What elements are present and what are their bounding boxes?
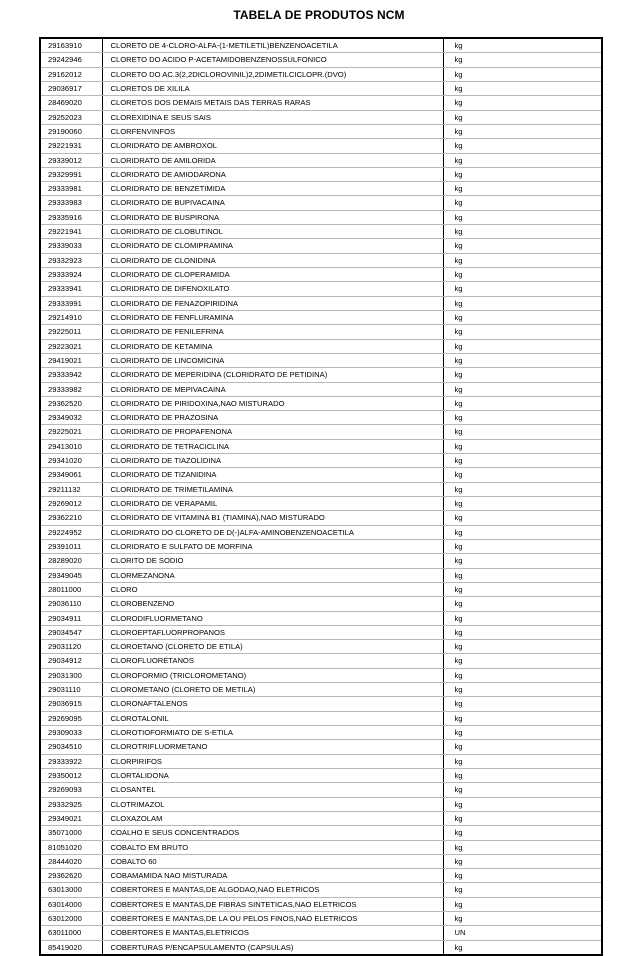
table-row <box>40 783 602 797</box>
unit-cell: kg <box>443 826 602 840</box>
product-description-cell: CLORIDRATO DE PROPAFENONA <box>102 425 443 439</box>
table-row <box>40 396 602 410</box>
table-row <box>40 754 602 768</box>
table-row <box>40 869 602 883</box>
ncm-code-cell: 29333982 <box>40 382 102 396</box>
ncm-code-cell: 29269093 <box>40 783 102 797</box>
product-description-cell: CLORIDRATO DE CLOPERAMIDA <box>102 268 443 282</box>
table-row <box>40 411 602 425</box>
product-description-cell: CLORO <box>102 582 443 596</box>
product-description-cell: CLORIDRATO DE VITAMINA B1 (TIAMINA),NAO MISTURADO <box>102 511 443 525</box>
ncm-code-cell: 29333942 <box>40 368 102 382</box>
table-row <box>40 153 602 167</box>
table-row <box>40 110 602 124</box>
table-row <box>40 253 602 267</box>
table-row <box>40 940 602 955</box>
table-row <box>40 582 602 596</box>
page-title: TABELA DE PRODUTOS NCM <box>233 8 405 22</box>
ncm-code-cell: 29190060 <box>40 124 102 138</box>
product-description-cell: CLOROTRIFLUORMETANO <box>102 740 443 754</box>
ncm-code-cell: 63013000 <box>40 883 102 897</box>
ncm-code-cell: 29329991 <box>40 167 102 181</box>
unit-cell: kg <box>443 153 602 167</box>
unit-cell: kg <box>443 640 602 654</box>
unit-cell: kg <box>443 768 602 782</box>
ncm-code-cell: 29333981 <box>40 182 102 196</box>
ncm-code-cell: 29223021 <box>40 339 102 353</box>
product-description-cell: COBERTORES E MANTAS,DE FIBRAS SINTETICAS,NAO ELETRICOS <box>102 897 443 911</box>
unit-cell: kg <box>443 482 602 496</box>
unit-cell: kg <box>443 296 602 310</box>
product-description-cell: CLORETO DE 4-CLORO-ALFA-(1-METILETIL)BENZENOACETILA <box>102 38 443 53</box>
unit-cell: kg <box>443 854 602 868</box>
unit-cell: kg <box>443 325 602 339</box>
ncm-code-cell: 29034912 <box>40 654 102 668</box>
unit-cell: kg <box>443 439 602 453</box>
product-description-cell: COBERTORES E MANTAS,ELETRICOS <box>102 926 443 940</box>
table-row <box>40 897 602 911</box>
product-description-cell: CLORIDRATO DE PIRIDOXINA,NAO MISTURADO <box>102 396 443 410</box>
table-row <box>40 210 602 224</box>
product-description-cell: COBERTURAS P/ENCAPSULAMENTO (CAPSULAS) <box>102 940 443 955</box>
table-row <box>40 840 602 854</box>
table-row <box>40 239 602 253</box>
ncm-code-cell: 29224952 <box>40 525 102 539</box>
unit-cell: kg <box>443 654 602 668</box>
product-description-cell: CLORIDRATO DE BUSPIRONA <box>102 210 443 224</box>
table-row <box>40 382 602 396</box>
ncm-code-cell: 29362210 <box>40 511 102 525</box>
unit-cell: kg <box>443 81 602 95</box>
product-description-cell: CLORETOS DE XILILA <box>102 81 443 95</box>
ncm-code-cell: 29242946 <box>40 53 102 67</box>
product-description-cell: CLOROTALONIL <box>102 711 443 725</box>
unit-cell: kg <box>443 497 602 511</box>
ncm-code-cell: 63014000 <box>40 897 102 911</box>
unit-cell: kg <box>443 711 602 725</box>
ncm-code-cell: 29211132 <box>40 482 102 496</box>
unit-cell: kg <box>443 196 602 210</box>
ncm-code-cell: 29419021 <box>40 353 102 367</box>
product-description-cell: CLORIDRATO DE PRAZOSINA <box>102 411 443 425</box>
unit-cell: kg <box>443 726 602 740</box>
table-row <box>40 726 602 740</box>
table-row <box>40 368 602 382</box>
product-description-cell: CLORIDRATO DE FENFLURAMINA <box>102 310 443 324</box>
product-description-cell: CLOREXIDINA E SEUS SAIS <box>102 110 443 124</box>
table-row <box>40 454 602 468</box>
unit-cell: kg <box>443 897 602 911</box>
product-description-cell: CLORIDRATO DE AMILORIDA <box>102 153 443 167</box>
unit-cell: kg <box>443 382 602 396</box>
unit-cell: kg <box>443 225 602 239</box>
ncm-code-cell: 29031110 <box>40 683 102 697</box>
ncm-code-cell: 29225021 <box>40 425 102 439</box>
table-row <box>40 339 602 353</box>
product-description-cell: CLORIDRATO DE CLONIDINA <box>102 253 443 267</box>
ncm-code-cell: 29163910 <box>40 38 102 53</box>
unit-cell: kg <box>443 754 602 768</box>
ncm-code-cell: 29036915 <box>40 697 102 711</box>
product-description-cell: CLOROMETANO (CLORETO DE METILA) <box>102 683 443 697</box>
table-row <box>40 81 602 95</box>
product-description-cell: CLORIDRATO DE LINCOMICINA <box>102 353 443 367</box>
ncm-code-cell: 29269095 <box>40 711 102 725</box>
product-description-cell: CLORETO DO AC.3(2,2DICLOROVINIL)2,2DIMETILCICLOPR.(DVO) <box>102 67 443 81</box>
table-row <box>40 683 602 697</box>
table-row <box>40 797 602 811</box>
unit-cell: kg <box>443 597 602 611</box>
unit-cell: kg <box>443 96 602 110</box>
ncm-code-cell: 29335916 <box>40 210 102 224</box>
product-description-cell: CLORONAFTALENOS <box>102 697 443 711</box>
ncm-code-cell: 85419020 <box>40 940 102 955</box>
unit-cell: kg <box>443 697 602 711</box>
product-description-cell: COBERTORES E MANTAS,DE LA OU PELOS FINOS,NAO ELETRICOS <box>102 912 443 926</box>
unit-cell: kg <box>443 797 602 811</box>
product-description-cell: CLORIDRATO DE MEPIVACAINA <box>102 382 443 396</box>
ncm-code-cell: 29269012 <box>40 497 102 511</box>
ncm-code-cell: 29034510 <box>40 740 102 754</box>
ncm-code-cell: 29362520 <box>40 396 102 410</box>
ncm-code-cell: 29339033 <box>40 239 102 253</box>
unit-cell: kg <box>443 268 602 282</box>
ncm-code-cell: 63012000 <box>40 912 102 926</box>
ncm-code-cell: 29341020 <box>40 454 102 468</box>
table-row <box>40 124 602 138</box>
unit-cell: kg <box>443 554 602 568</box>
table-row <box>40 854 602 868</box>
ncm-code-cell: 29333924 <box>40 268 102 282</box>
table-row <box>40 53 602 67</box>
unit-cell: kg <box>454 942 463 952</box>
unit-cell: kg <box>443 468 602 482</box>
unit-cell: UN <box>443 926 602 940</box>
product-description-cell: COBERTORES E MANTAS,DE ALGODAO,NAO ELETRICOS <box>102 883 443 897</box>
ncm-code-cell: 29031120 <box>40 640 102 654</box>
unit-cell: kg <box>443 411 602 425</box>
table-row <box>40 225 602 239</box>
product-description-cell: CLORFENVINFOS <box>102 124 443 138</box>
table-row <box>40 525 602 539</box>
product-description-cell: CLOROETANO (CLORETO DE ETILA) <box>102 640 443 654</box>
product-description-cell: CLORETOS DOS DEMAIS METAIS DAS TERRAS RARAS <box>102 96 443 110</box>
unit-cell: kg <box>443 783 602 797</box>
product-description-cell: CLORIDRATO E SULFATO DE MORFINA <box>102 539 443 553</box>
ncm-code-cell: 29221941 <box>40 225 102 239</box>
product-description-cell: COBALTO 60 <box>102 854 443 868</box>
table-row <box>40 611 602 625</box>
unit-cell: kg <box>443 568 602 582</box>
product-description-cell: CLOROTIOFORMIATO DE S-ETILA <box>102 726 443 740</box>
unit-cell: kg <box>443 310 602 324</box>
ncm-code-cell: 29362620 <box>40 869 102 883</box>
unit-cell: kg <box>443 210 602 224</box>
unit-cell: kg <box>443 110 602 124</box>
unit-cell: kg <box>443 182 602 196</box>
unit-cell: kg <box>443 454 602 468</box>
product-description-cell: CLORPIRIFOS <box>102 754 443 768</box>
ncm-code-cell: 29332923 <box>40 253 102 267</box>
table-row <box>40 711 602 725</box>
ncm-code-cell: 29349061 <box>40 468 102 482</box>
table-row <box>40 353 602 367</box>
product-description-cell: CLOSANTEL <box>102 783 443 797</box>
product-description-cell: CLOROBENZENO <box>102 597 443 611</box>
table-row <box>40 196 602 210</box>
unit-cell: kg <box>443 368 602 382</box>
table-row <box>40 468 602 482</box>
product-description-cell: CLORODIFLUORMETANO <box>102 611 443 625</box>
table-row <box>40 296 602 310</box>
table-row <box>40 539 602 553</box>
table-row <box>40 568 602 582</box>
table-row <box>40 310 602 324</box>
ncm-code-cell: 29349021 <box>40 811 102 825</box>
ncm-code-cell: 29333941 <box>40 282 102 296</box>
product-description-cell: CLORIDRATO DE BUPIVACAINA <box>102 196 443 210</box>
table-row <box>40 740 602 754</box>
product-description-cell: COBAMAMIDA NAO MISTURADA <box>102 869 443 883</box>
table-row <box>40 768 602 782</box>
product-description-cell: CLOTRIMAZOL <box>102 797 443 811</box>
ncm-code-cell: 29034911 <box>40 611 102 625</box>
table-row <box>40 697 602 711</box>
ncm-code-cell: 29034547 <box>40 625 102 639</box>
table-row <box>40 439 602 453</box>
table-row <box>40 668 602 682</box>
ncm-code-cell: 29339012 <box>40 153 102 167</box>
ncm-code-cell: 29214910 <box>40 310 102 324</box>
ncm-code-cell: 29309033 <box>40 726 102 740</box>
product-description-cell: CLORIDRATO DE TETRACICLINA <box>102 439 443 453</box>
product-description-cell: CLORIDRATO DE BENZETIMIDA <box>102 182 443 196</box>
unit-cell: kg <box>443 53 602 67</box>
product-description-cell: CLORIDRATO DE TIAZOLIDINA <box>102 454 443 468</box>
product-description-cell: CLORIDRATO DE AMBROXOL <box>102 139 443 153</box>
product-description-cell: CLORIDRATO DE FENAZOPIRIDINA <box>102 296 443 310</box>
table-row <box>40 425 602 439</box>
product-description-cell: CLORMEZANONA <box>102 568 443 582</box>
unit-cell: kg <box>443 625 602 639</box>
ncm-code-cell: 29332925 <box>40 797 102 811</box>
unit-cell: kg <box>443 883 602 897</box>
unit-cell: kg <box>443 668 602 682</box>
product-description-cell: COBALTO EM BRUTO <box>102 840 443 854</box>
product-description-cell: CLORTALIDONA <box>102 768 443 782</box>
unit-cell: kg <box>443 124 602 138</box>
unit-cell: kg <box>443 353 602 367</box>
unit-cell: kg <box>443 912 602 926</box>
product-description-cell: CLORIDRATO DE DIFENOXILATO <box>102 282 443 296</box>
ncm-code-cell: 35071000 <box>40 826 102 840</box>
ncm-code-cell: 29391011 <box>40 539 102 553</box>
unit-cell: kg <box>443 611 602 625</box>
product-description-cell: CLORIDRATO DE FENILEFRINA <box>102 325 443 339</box>
ncm-code-cell: 28289020 <box>40 554 102 568</box>
ncm-code-cell: 28011000 <box>40 582 102 596</box>
table-row <box>40 654 602 668</box>
unit-cell: kg <box>443 869 602 883</box>
table-row <box>40 826 602 840</box>
table-row <box>40 883 602 897</box>
ncm-code-cell: 63011000 <box>40 926 102 940</box>
table-row <box>40 282 602 296</box>
ncm-code-cell: 81051020 <box>40 840 102 854</box>
unit-cell: kg <box>443 339 602 353</box>
product-description-cell: CLORIDRATO DE TIZANIDINA <box>102 468 443 482</box>
product-description-cell: CLORIDRATO DO CLORETO DE D(-)ALFA-AMINOBENZENOACETILA <box>102 525 443 539</box>
ncm-code-cell: 29036110 <box>40 597 102 611</box>
product-description-cell: CLORITO DE SODIO <box>102 554 443 568</box>
unit-cell: kg <box>443 840 602 854</box>
table-row <box>40 96 602 110</box>
table-row <box>40 139 602 153</box>
unit-cell: kg <box>443 683 602 697</box>
product-description-cell: CLOROFORMIO (TRICLOROMETANO) <box>102 668 443 682</box>
unit-cell: kg <box>443 67 602 81</box>
table-row <box>40 811 602 825</box>
unit-cell: kg <box>443 38 602 53</box>
ncm-code-cell: 29333991 <box>40 296 102 310</box>
unit-cell: kg <box>443 139 602 153</box>
ncm-code-cell: 29333983 <box>40 196 102 210</box>
ncm-code-cell: 29349032 <box>40 411 102 425</box>
product-description-cell: CLORIDRATO DE AMIODARONA <box>102 167 443 181</box>
table-row <box>40 325 602 339</box>
table-row <box>40 482 602 496</box>
ncm-code-cell: 29349045 <box>40 568 102 582</box>
product-description-cell: CLOXAZOLAM <box>102 811 443 825</box>
table-row <box>40 38 602 53</box>
ncm-code-cell: 29333922 <box>40 754 102 768</box>
ncm-code-cell: 29252023 <box>40 110 102 124</box>
ncm-table <box>39 37 603 956</box>
product-description-cell: CLORIDRATO DE CLOMIPRAMINA <box>102 239 443 253</box>
ncm-code-cell: 29221931 <box>40 139 102 153</box>
table-row <box>40 554 602 568</box>
product-description-cell: COALHO E SEUS CONCENTRADOS <box>102 826 443 840</box>
ncm-code-cell: 29036917 <box>40 81 102 95</box>
product-description-cell: CLORETO DO ACIDO P-ACETAMIDOBENZENOSSULFONICO <box>102 53 443 67</box>
ncm-code-cell: 29225011 <box>40 325 102 339</box>
product-description-cell: CLORIDRATO DE TRIMETILAMINA <box>102 482 443 496</box>
table-row <box>40 640 602 654</box>
product-description-cell: CLOROFLUORETANOS <box>102 654 443 668</box>
unit-cell: kg <box>443 396 602 410</box>
product-description-cell: CLORIDRATO DE VERAPAMIL <box>102 497 443 511</box>
unit-cell: kg <box>443 425 602 439</box>
ncm-code-cell: 29350012 <box>40 768 102 782</box>
ncm-code-cell: 29031300 <box>40 668 102 682</box>
ncm-table-body <box>40 38 602 955</box>
unit-cell: kg <box>443 525 602 539</box>
table-row <box>40 167 602 181</box>
product-description-cell: CLORIDRATO DE MEPERIDINA (CLORIDRATO DE PETIDINA) <box>102 368 443 382</box>
table-row <box>40 625 602 639</box>
unit-cell: kg <box>443 740 602 754</box>
table-row <box>40 912 602 926</box>
table-row <box>40 926 602 940</box>
unit-cell: kg <box>443 811 602 825</box>
unit-cell: kg <box>443 582 602 596</box>
ncm-code-cell: 28469020 <box>40 96 102 110</box>
ncm-code-cell: 29413010 <box>40 439 102 453</box>
table-row <box>40 268 602 282</box>
table-row <box>40 597 602 611</box>
table-row <box>40 182 602 196</box>
table-row <box>40 511 602 525</box>
product-description-cell: CLORIDRATO DE KETAMINA <box>102 339 443 353</box>
unit-cell: kg <box>443 239 602 253</box>
unit-cell: kg <box>443 167 602 181</box>
unit-cell: kg <box>443 253 602 267</box>
unit-cell: kg <box>443 539 602 553</box>
table-row <box>40 67 602 81</box>
product-description-cell: CLORIDRATO DE CLOBUTINOL <box>102 225 443 239</box>
ncm-code-cell: 28444020 <box>40 854 102 868</box>
table-row <box>40 497 602 511</box>
ncm-code-cell: 29162012 <box>40 67 102 81</box>
unit-cell: kg <box>443 282 602 296</box>
product-description-cell: CLOROEPTAFLUORPROPANOS <box>102 625 443 639</box>
unit-cell: kg <box>443 511 602 525</box>
